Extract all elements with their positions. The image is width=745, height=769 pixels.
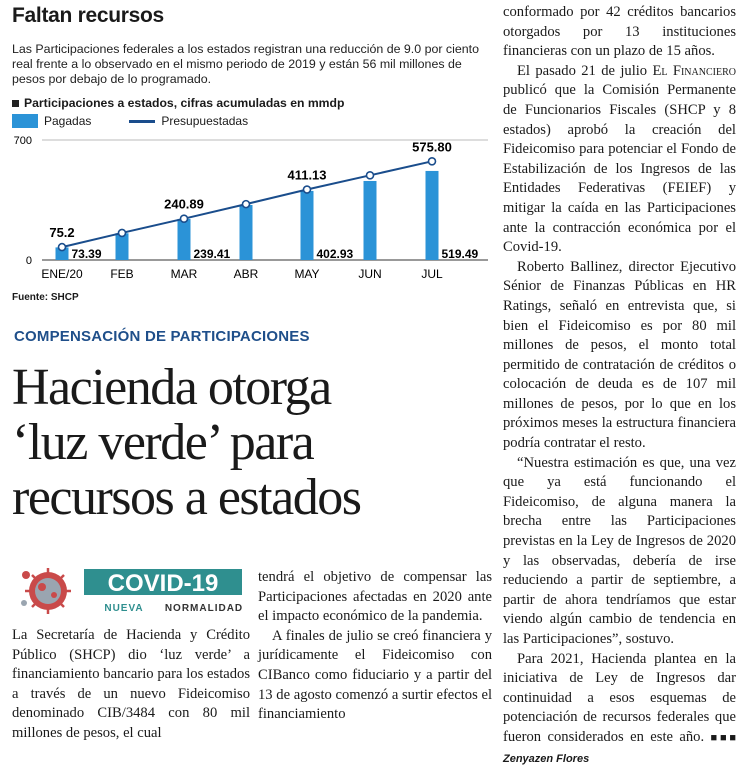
data-label-pagadas: 402.93 <box>316 247 354 261</box>
chart-title-text: Participaciones a estados, cifras acumuladas en mmdp <box>24 96 345 110</box>
chart-source: Fuente: SHCP <box>12 292 79 303</box>
x-tick-label: JUL <box>421 267 443 281</box>
x-tick-label: ENE/20 <box>41 267 83 281</box>
bar-pagadas <box>364 181 377 260</box>
chart-title <box>12 96 344 110</box>
paragraph: El pasado 21 de julio El Financiero publicó que la Comisión Permanente de Funcionarios Fiscales (SHCP y 8 estados) aprobó la creación del Fideicomiso para potenciar el Fondo de Estabilización de los Ingresos de las Entidades Federativas (FEIEF) y mitigar la caída en las Participaciones ante la contracción económica por el Covid-19. <box>503 62 736 256</box>
article-column-3 <box>503 3 736 769</box>
newspaper-name: El Financiero <box>652 62 736 79</box>
data-label-pagadas: 239.41 <box>193 247 231 261</box>
x-tick-label: MAY <box>294 267 320 281</box>
point-presupuestadas <box>243 201 250 208</box>
bar-pagadas <box>240 205 253 260</box>
legend-pagadas: Pagadas <box>44 114 92 128</box>
chart-deck: Las Participaciones federales a los estados registran una reducción de 9.0 por ciento real frente a lo observado en el mismo periodo de 2019 y están 56 mil millones de pesos por debajo de lo programado. <box>12 42 479 86</box>
badge-subtitle-a: NUEVA <box>104 603 144 614</box>
data-label-pagadas: 519.49 <box>441 247 479 261</box>
point-presupuestadas <box>304 186 311 193</box>
headline-line: Hacienda otorga <box>12 359 331 416</box>
headline <box>12 360 492 525</box>
paragraph: A finales de julio se creó financiera y jurídicamente el Fideicomiso con CIBanco como fiduciario y a partir del 13 de agosto comenzó a surtir efectos el financiamiento <box>258 627 492 723</box>
bar-pagadas <box>178 219 191 260</box>
participaciones-chart <box>0 130 490 290</box>
data-label-presupuestadas: 240.89 <box>164 196 204 212</box>
data-label-pagadas: 73.39 <box>71 247 102 261</box>
x-tick-label: ABR <box>233 267 259 281</box>
bar-pagadas <box>116 233 129 260</box>
point-presupuestadas <box>367 172 374 179</box>
badge-subtitle-b: NORMALIDAD <box>164 603 244 614</box>
article-column-2 <box>258 568 492 725</box>
point-presupuestadas <box>59 244 66 251</box>
chart-legend <box>12 113 248 129</box>
bar-pagadas <box>301 191 314 260</box>
x-tick-label: MAR <box>170 267 198 281</box>
point-presupuestadas <box>119 229 126 236</box>
bar-pagadas <box>426 171 439 260</box>
bullet-square-icon <box>12 100 19 107</box>
paragraph: tendrá el objetivo de compensar las Participaciones afectadas en 2020 ante el impacto económico de la pandemia. <box>258 569 492 625</box>
paragraph: Para 2021, Hacienda plantea en la iniciativa de Ley de Ingresos dar continuidad a esos esquemas de potenciación de recursos federales que fueron considerados en este año. ■■■ Zenyazen Flores <box>503 650 736 765</box>
x-tick-label: JUN <box>358 267 382 281</box>
point-presupuestadas <box>429 158 436 165</box>
x-tick-label: FEB <box>110 267 134 281</box>
paragraph: conformado por 42 créditos bancarios otorgados por 13 instituciones financieras con un plazo de 15 años. <box>503 4 736 60</box>
badge-title: COVID-19 <box>107 570 219 597</box>
section-label: COMPENSACIÓN DE PARTICIPACIONES <box>14 328 310 345</box>
data-label-presupuestadas: 575.80 <box>412 139 452 155</box>
point-presupuestadas <box>181 215 188 222</box>
y-tick-label: 700 <box>13 135 32 147</box>
y-tick-label: 0 <box>25 255 32 267</box>
legend-presupuestadas: Presupuestadas <box>161 114 249 128</box>
paragraph: “Nuestra estimación es que, una vez que ya está funcionando el Fideicomiso, de alguna manera la brecha entre las Participaciones previstas en la Ley de Ingresos de 2020 y las observadas, debería de irse reduciendo a partir de septiembre, a partir de ahora tendríamos que estar viendo algún cambio de tendencia en las Participaciones”, sostuvo. <box>503 454 736 647</box>
covid-badge <box>14 563 244 621</box>
headline-line: recursos a estados <box>12 469 361 526</box>
legend-bar-swatch <box>12 114 38 128</box>
legend-line-swatch <box>129 120 155 123</box>
headline-line: ‘luz verde’ para <box>12 414 314 471</box>
virus-icon <box>21 568 71 614</box>
paragraph: La Secretaría de Hacienda y Crédito Público (SHCP) dio ‘luz verde’ a financiamiento bancario para los estados a través de un nuevo Fideicomiso denominado CIB/3484 con 80 mil millones de pesos, el cual <box>12 627 250 741</box>
data-label-presupuestadas: 411.13 <box>287 167 327 183</box>
data-label-presupuestadas: 75.2 <box>49 225 75 241</box>
chart-kicker: Faltan recursos <box>12 4 164 27</box>
article-column-1 <box>12 626 250 744</box>
paragraph: Roberto Ballinez, director Ejecutivo Sénior de Finanzas Públicas en HR Ratings, señaló en entrevista que, si bien el Fideicomiso es por 80 mil millones de pesos, el monto total permitido de contratación de créditos o colocación de deuda es de 107 mil millones de pesos, por lo que en los próximos meses la estructura financiera podría contratar el resto. <box>503 258 736 452</box>
byline: ■■■ Zenyazen Flores <box>503 731 736 765</box>
